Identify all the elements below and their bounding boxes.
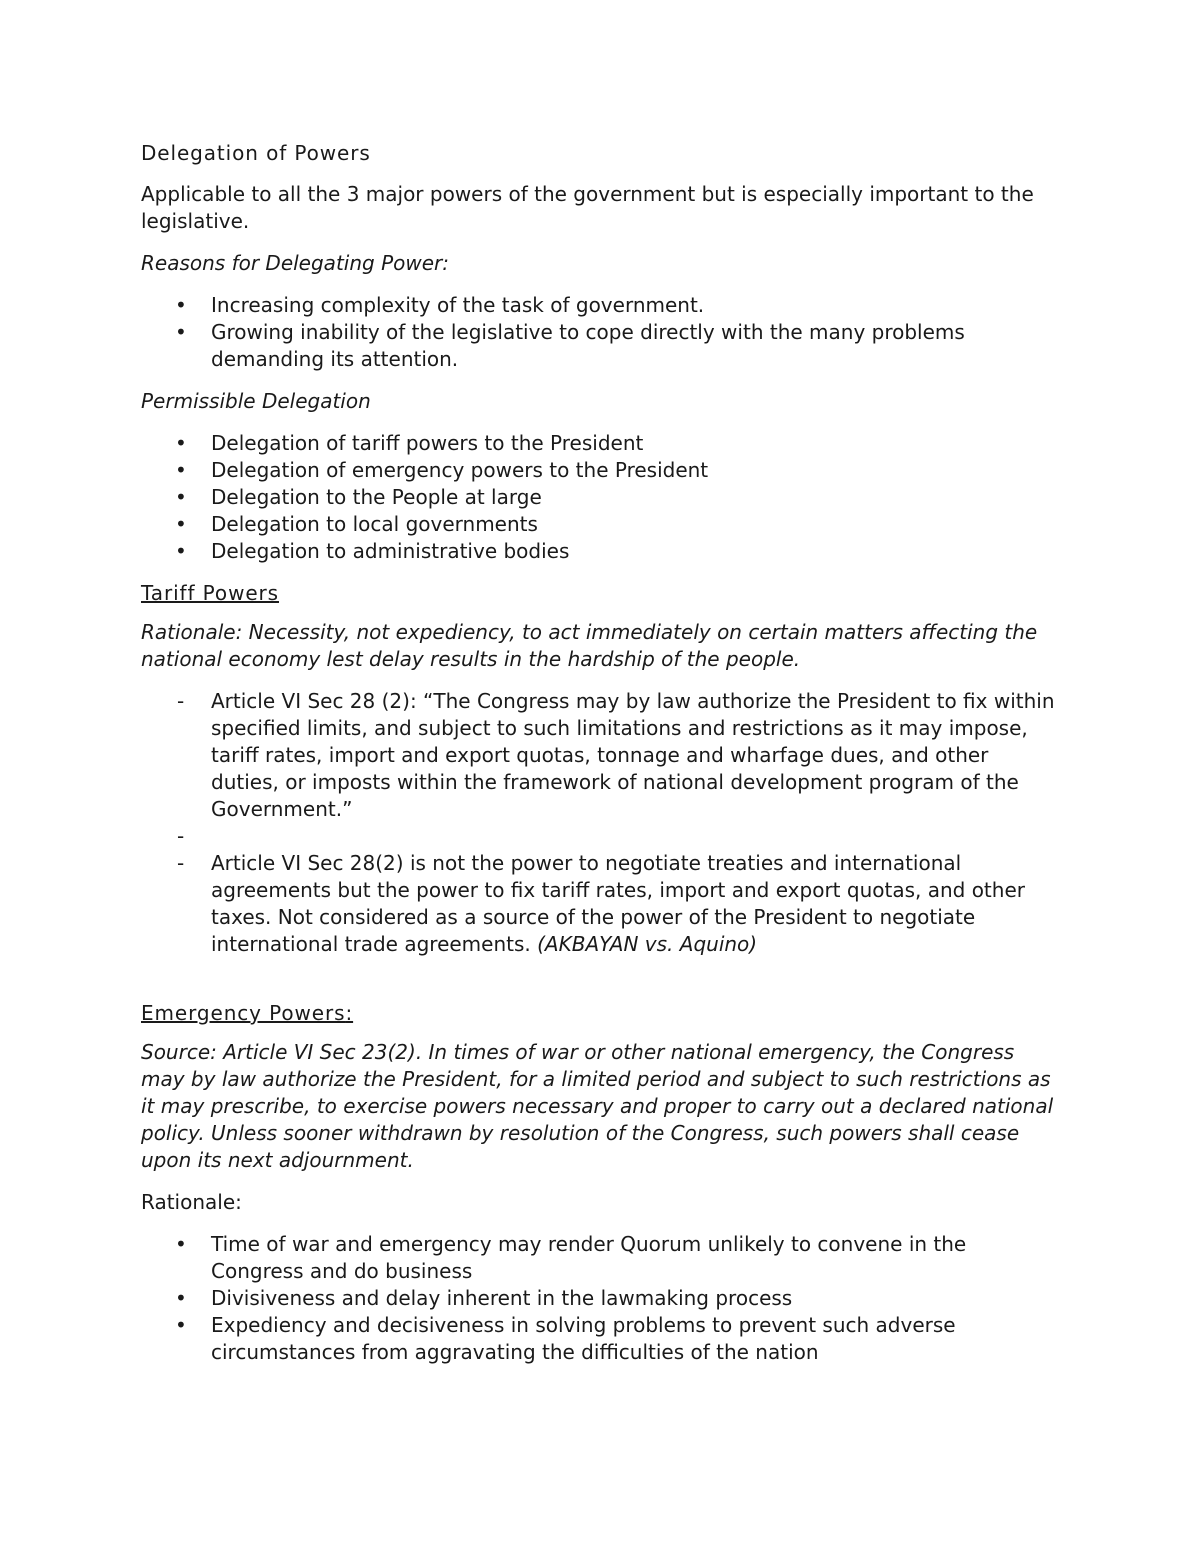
list-item: - Article VI Sec 28 (2): “The Congress may by law authorize the President to fix within specified limits, and subject to such limitations and restrictions as it may impose, tariff rates, import and export quotas, tonnage and wharfage dues, and other duties, or imposts within the framework of national development program of the Government.”	[141, 688, 1061, 823]
list-item: • Delegation to administrative bodies	[141, 538, 1061, 565]
reasons-list	[141, 292, 1061, 373]
document-page	[141, 140, 1061, 1381]
tariff-heading: Tariff Powers	[141, 581, 279, 605]
list-item: • Increasing complexity of the task of government.	[141, 292, 1061, 319]
emergency-heading-text: Emergency Powers	[141, 1001, 346, 1025]
list-item: • Delegation of emergency powers to the President	[141, 457, 1061, 484]
emergency-source: Source: Article VI Sec 23(2). In times of war or other national emergency, the Congress may by law authorize the President, for a limited period and subject to such restrictions as it may prescribe, to exercise powers necessary and proper to carry out a declared national policy. Unless sooner withdrawn by resolution of the Congress, such powers shall cease upon its next adjournment.	[141, 1040, 1054, 1172]
list-item: • Expediency and decisiveness in solving problems to prevent such adverse circumstances from aggravating the difficulties of the nation	[141, 1312, 1061, 1366]
case-citation: (AKBAYAN vs. Aquino)	[537, 932, 758, 956]
tariff-list	[141, 688, 1061, 958]
list-item: • Delegation to local governments	[141, 511, 1061, 538]
list-spacer	[141, 823, 1061, 850]
emergency-heading-colon: :	[345, 1001, 354, 1025]
permissible-list	[141, 430, 1061, 565]
tariff-rationale: Rationale: Necessity, not expediency, to act immediately on certain matters affecting the national economy lest delay results in the hardship of the people.	[141, 620, 1038, 671]
list-item: • Delegation of tariff powers to the President	[141, 430, 1061, 457]
list-item: • Divisiveness and delay inherent in the lawmaking process	[141, 1285, 1061, 1312]
emergency-rationale-list	[141, 1231, 1061, 1366]
list-item: • Delegation to the People at large	[141, 484, 1061, 511]
emergency-heading	[141, 1000, 1061, 1027]
section-spacer	[141, 958, 1061, 1000]
reasons-heading: Reasons for Delegating Power:	[141, 251, 449, 275]
document-title: Delegation of Powers	[141, 141, 371, 165]
intro-paragraph: Applicable to all the 3 major powers of the government but is especially important to the legislative.	[141, 182, 1034, 233]
list-item: • Time of war and emergency may render Quorum unlikely to convene in the Congress and do business	[141, 1231, 1061, 1285]
tariff-item-text: Article VI Sec 28(2) is not the power to negotiate treaties and international agreements but the power to fix tariff rates, import and export quotas, and other taxes. Not considered as a source of the power of the President to negotiate international trade agreements.	[211, 851, 1025, 956]
permissible-heading: Permissible Delegation	[141, 389, 371, 413]
list-item	[141, 850, 1061, 958]
emergency-rationale-heading: Rationale:	[141, 1190, 242, 1214]
list-item: • Growing inability of the legislative to cope directly with the many problems demanding its attention.	[141, 319, 1061, 373]
